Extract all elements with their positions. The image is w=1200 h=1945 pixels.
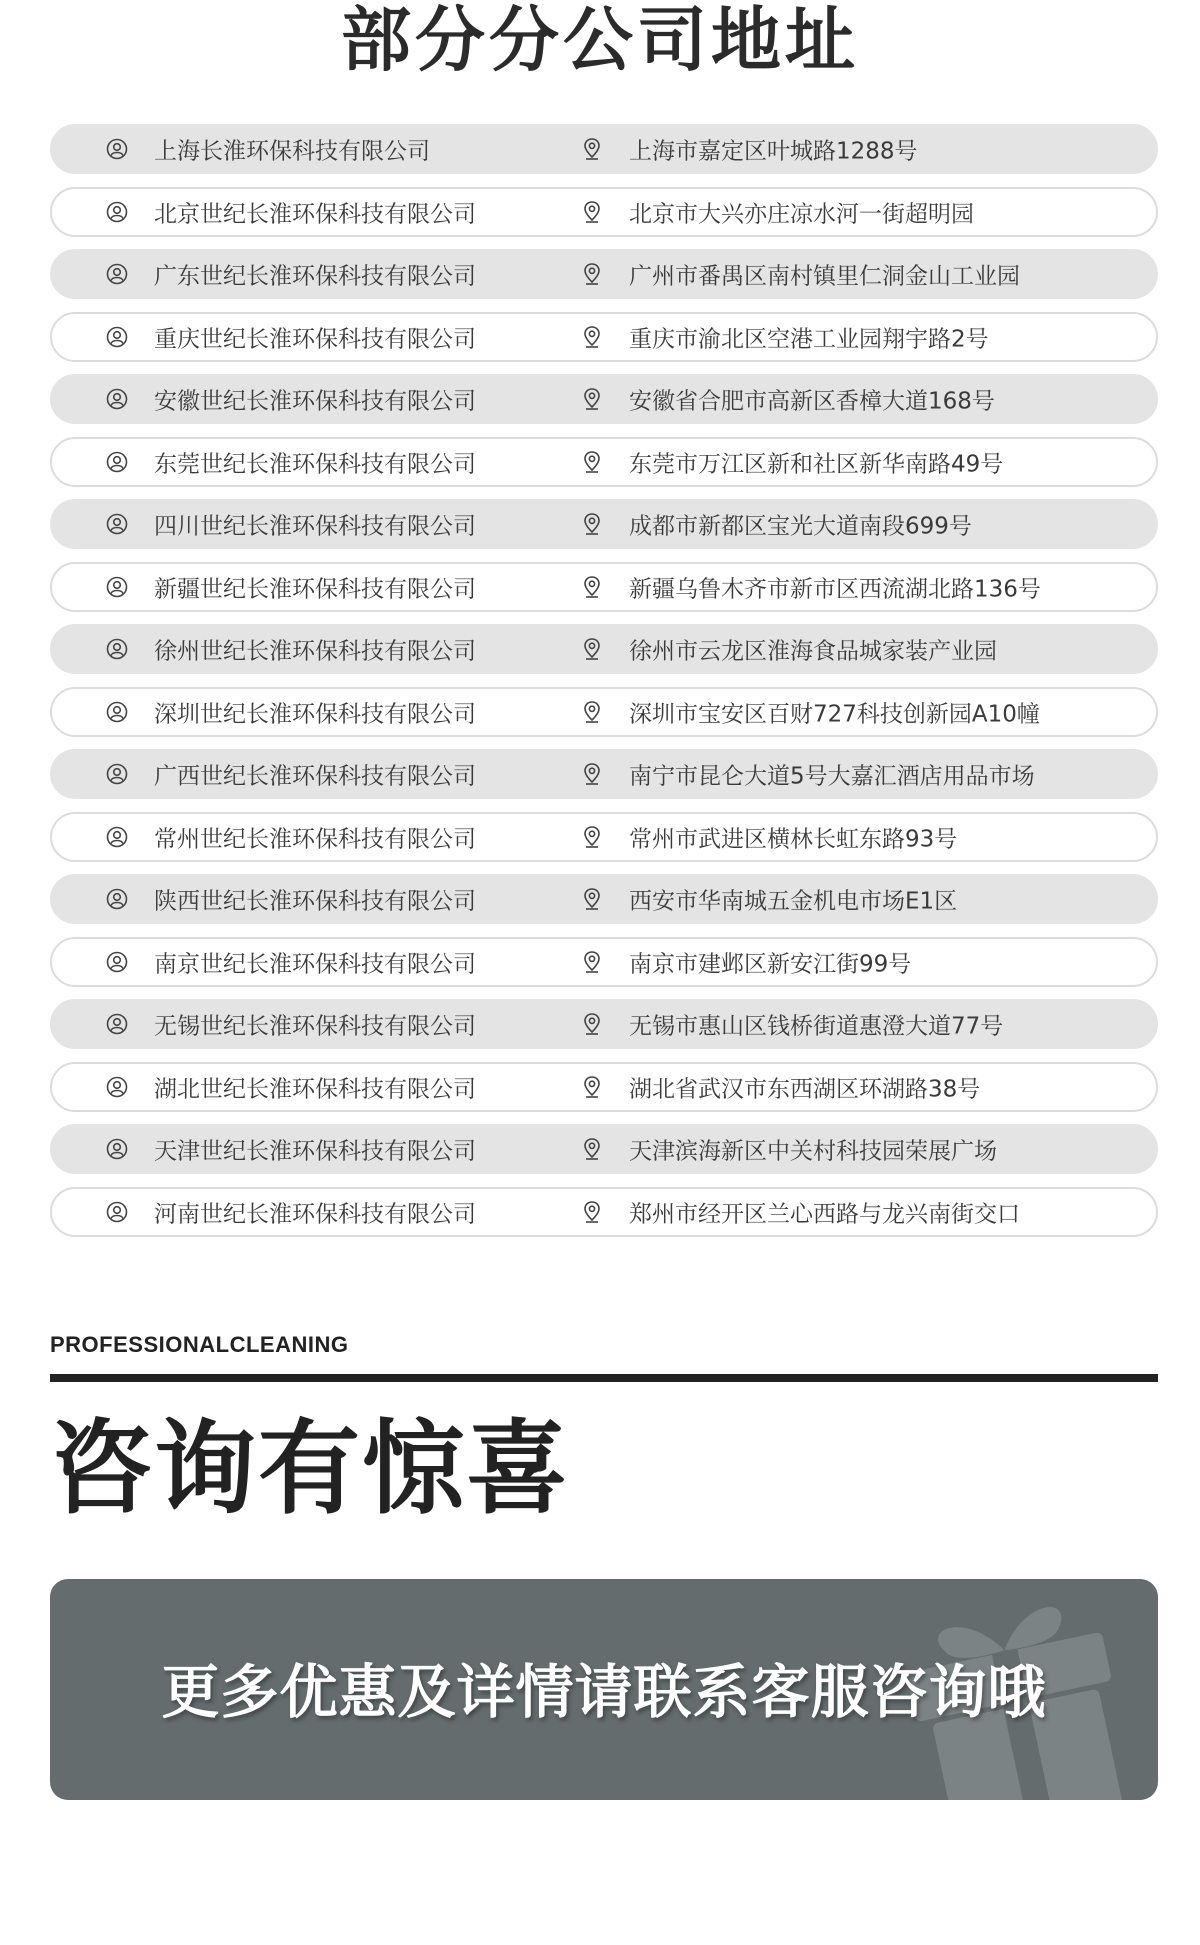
location-pin-icon <box>579 699 605 725</box>
location-pin-icon <box>579 199 605 225</box>
company-address: 天津滨海新区中关村科技园荣展广场 <box>629 1138 997 1165</box>
company-address: 成都市新都区宝光大道南段699号 <box>629 513 972 540</box>
company-name: 徐州世纪长淮环保科技有限公司 <box>154 638 476 665</box>
location-pin-icon <box>579 386 605 412</box>
person-icon <box>104 574 130 600</box>
branch-row <box>50 937 1158 987</box>
person-icon <box>104 199 130 225</box>
person-icon <box>104 1136 130 1162</box>
divider-bar <box>50 1374 1158 1382</box>
company-address: 上海市嘉定区叶城路1288号 <box>629 138 918 165</box>
section-eyebrow: PROFESSIONALCLEANING <box>50 1332 349 1357</box>
person-icon <box>104 1199 130 1225</box>
location-pin-icon <box>579 511 605 537</box>
company-name: 重庆世纪长淮环保科技有限公司 <box>154 326 476 352</box>
person-icon <box>104 886 130 912</box>
section-headline: 咨询有惊喜 <box>50 1410 570 1529</box>
branch-row <box>50 624 1158 674</box>
company-address: 西安市华南城五金机电市场E1区 <box>629 888 958 915</box>
promo-text: 更多优惠及详情请联系客服咨询哦 <box>161 1658 1047 1726</box>
person-icon <box>104 636 130 662</box>
branch-row <box>50 1124 1158 1174</box>
company-name: 湖北世纪长淮环保科技有限公司 <box>154 1076 476 1102</box>
person-icon <box>104 761 130 787</box>
page-title: 部分分公司地址 <box>341 0 859 81</box>
person-icon <box>104 324 130 350</box>
person-icon <box>104 824 130 850</box>
company-address: 南京市建邺区新安江街99号 <box>629 951 912 977</box>
branch-row <box>50 1187 1158 1237</box>
branch-list <box>50 124 1158 1249</box>
company-name: 四川世纪长淮环保科技有限公司 <box>154 513 476 540</box>
location-pin-icon <box>579 324 605 350</box>
company-name: 深圳世纪长淮环保科技有限公司 <box>154 701 476 727</box>
location-pin-icon <box>579 1136 605 1162</box>
person-icon <box>104 261 130 287</box>
company-address: 东莞市万江区新和社区新华南路49号 <box>629 451 1004 477</box>
company-address: 南宁市昆仑大道5号大嘉汇酒店用品市场 <box>629 763 1035 790</box>
company-name: 无锡世纪长淮环保科技有限公司 <box>154 1013 476 1040</box>
branch-row <box>50 499 1158 549</box>
branch-row <box>50 249 1158 299</box>
branch-row <box>50 562 1158 612</box>
location-pin-icon <box>579 1199 605 1225</box>
company-name: 南京世纪长淮环保科技有限公司 <box>154 951 476 977</box>
branch-row <box>50 749 1158 799</box>
company-name: 常州世纪长淮环保科技有限公司 <box>154 826 476 852</box>
branch-row <box>50 1062 1158 1112</box>
person-icon <box>104 949 130 975</box>
person-icon <box>104 136 130 162</box>
company-name: 广西世纪长淮环保科技有限公司 <box>154 763 476 790</box>
person-icon <box>104 1011 130 1037</box>
branch-row <box>50 812 1158 862</box>
company-address: 广州市番禺区南村镇里仁洞金山工业园 <box>629 263 1020 290</box>
location-pin-icon <box>579 449 605 475</box>
location-pin-icon <box>579 824 605 850</box>
company-address: 深圳市宝安区百财727科技创新园A10幢 <box>629 701 1040 727</box>
location-pin-icon <box>579 136 605 162</box>
location-pin-icon <box>579 1011 605 1037</box>
company-name: 安徽世纪长淮环保科技有限公司 <box>154 388 476 415</box>
person-icon <box>104 511 130 537</box>
company-name: 陕西世纪长淮环保科技有限公司 <box>154 888 476 915</box>
location-pin-icon <box>579 574 605 600</box>
branch-row <box>50 999 1158 1049</box>
person-icon <box>104 386 130 412</box>
company-name: 广东世纪长淮环保科技有限公司 <box>154 263 476 290</box>
location-pin-icon <box>579 636 605 662</box>
company-address: 湖北省武汉市东西湖区环湖路38号 <box>629 1076 981 1102</box>
company-name: 天津世纪长淮环保科技有限公司 <box>154 1138 476 1165</box>
company-name: 东莞世纪长淮环保科技有限公司 <box>154 451 476 477</box>
company-address: 常州市武进区横林长虹东路93号 <box>629 826 958 852</box>
company-name: 新疆世纪长淮环保科技有限公司 <box>154 576 476 602</box>
person-icon <box>104 699 130 725</box>
company-address: 郑州市经开区兰心西路与龙兴南街交口 <box>629 1201 1020 1227</box>
branch-row <box>50 124 1158 174</box>
branch-row <box>50 187 1158 237</box>
company-name: 河南世纪长淮环保科技有限公司 <box>154 1201 476 1227</box>
branch-row <box>50 437 1158 487</box>
company-name: 北京世纪长淮环保科技有限公司 <box>154 201 476 227</box>
company-address: 徐州市云龙区淮海食品城家装产业园 <box>629 638 997 665</box>
location-pin-icon <box>579 949 605 975</box>
location-pin-icon <box>579 261 605 287</box>
company-address: 北京市大兴亦庄凉水河一街超明园 <box>629 201 974 227</box>
person-icon <box>104 1074 130 1100</box>
company-address: 新疆乌鲁木齐市新市区西流湖北路136号 <box>629 576 1041 602</box>
company-address: 安徽省合肥市高新区香樟大道168号 <box>629 388 995 415</box>
company-address: 无锡市惠山区钱桥街道惠澄大道77号 <box>629 1013 1004 1040</box>
location-pin-icon <box>579 761 605 787</box>
branch-row <box>50 874 1158 924</box>
location-pin-icon <box>579 1074 605 1100</box>
company-name: 上海长淮环保科技有限公司 <box>154 138 430 165</box>
person-icon <box>104 449 130 475</box>
branch-row <box>50 374 1158 424</box>
promo-banner[interactable] <box>50 1579 1158 1800</box>
branch-row <box>50 312 1158 362</box>
company-address: 重庆市渝北区空港工业园翔宇路2号 <box>629 326 989 352</box>
location-pin-icon <box>579 886 605 912</box>
branch-row <box>50 687 1158 737</box>
